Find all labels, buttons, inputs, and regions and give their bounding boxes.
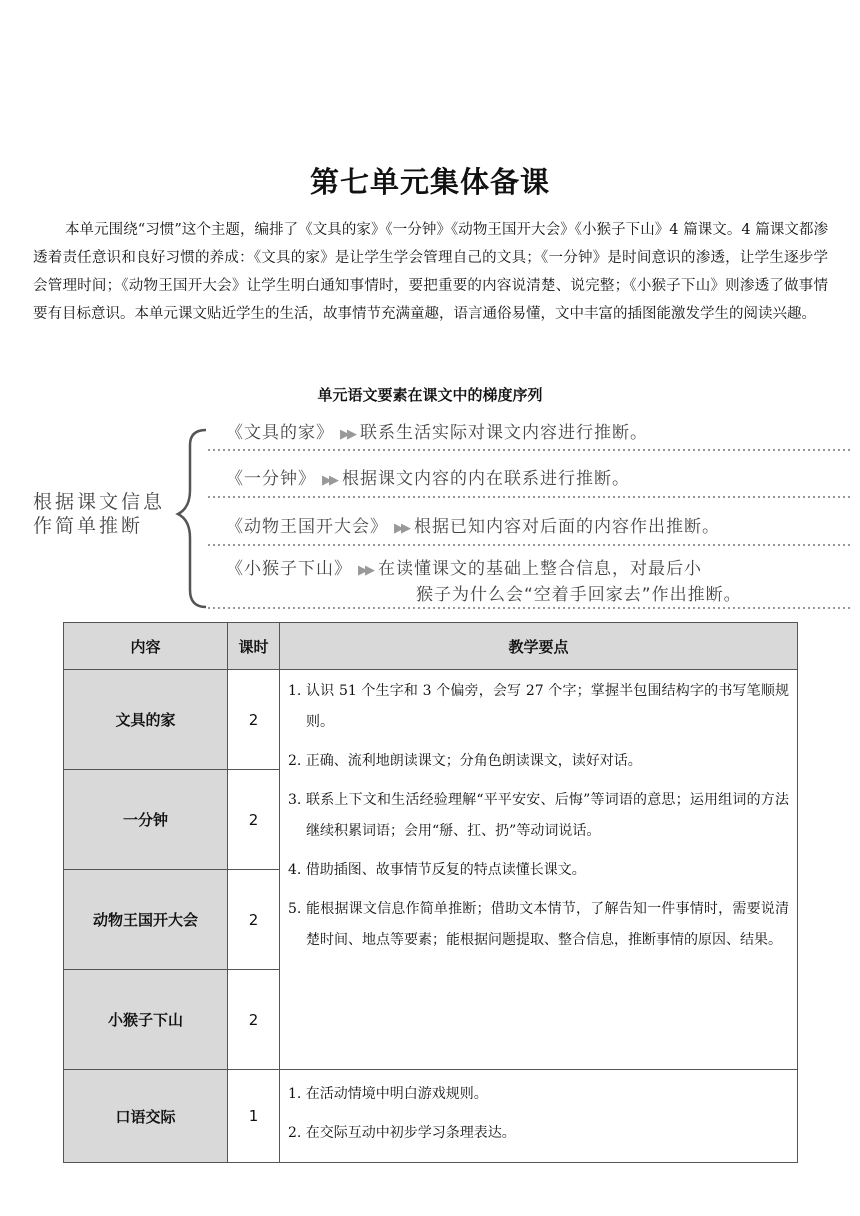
teaching-point: 3. 联系上下文和生活经验理解“平平安安、后悔”等词语的意思；运用组词的方法继续积累词语；会用“掰、扛、扔”等动词说话。 xyxy=(288,792,789,839)
teaching-points-list xyxy=(288,676,789,956)
diagram-left-label: 根据课文信息作简单推断 xyxy=(33,491,166,537)
lesson-hours: 2 xyxy=(228,770,280,870)
diagram-row-lesson: 《小猴子下山》 xyxy=(226,559,352,579)
teaching-point: 1. 在活动情境中明白游戏规则。 xyxy=(288,1086,488,1102)
double-arrow-icon: ▶▶ xyxy=(358,563,372,578)
lesson-name: 文具的家 xyxy=(64,670,228,770)
diagram-row-text: 根据课文内容的内在联系进行推断。 xyxy=(342,469,630,489)
teaching-points-cell xyxy=(280,670,798,1070)
page-title: 第七单元集体备课 xyxy=(309,165,550,199)
table-row xyxy=(64,1070,798,1163)
lesson-name: 一分钟 xyxy=(64,770,228,870)
diagram-row-text: 根据已知内容对后面的内容作出推断。 xyxy=(414,517,720,537)
lesson-hours: 1 xyxy=(228,1070,280,1163)
diagram-row xyxy=(226,557,856,607)
double-arrow-icon: ▶▶ xyxy=(322,473,336,488)
teaching-point: 1. 认识 51 个生字和 3 个偏旁，会写 27 个字；掌握半包围结构字的书写笔顺规则。 xyxy=(288,683,789,730)
header-hours: 课时 xyxy=(228,623,280,670)
teaching-points-list xyxy=(288,1079,789,1149)
lesson-name: 动物王国开大会 xyxy=(64,870,228,970)
intro-paragraph: 本单元围绕“习惯”这个主题，编排了《文具的家》《一分钟》《动物王国开大会》《小猴子下山》4 篇课文。4 篇课文都渗透着责任意识和良好习惯的养成：《文具的家》是让学生学会管理自己的文具；《一分钟》是时间意识的渗透，让学生逐步学会管理时间；《动物王国开大会》让学生明白通知事情时，要把重要的内容说清楚、说完整；《小猴子下山》则渗透了做事情要有目标意识。本单元课文贴近学生的生活，故事情节充满童趣，语言通俗易懂，文中丰富的插图能激发学生的阅读兴趣。 xyxy=(33,222,828,322)
teaching-points-cell xyxy=(280,1070,798,1163)
teaching-point: 2. 正确、流利地朗读课文；分角色朗读课文，读好对话。 xyxy=(288,753,642,769)
diagram-title: 单元语文要素在课文中的梯度序列 xyxy=(317,386,543,404)
diagram-row-text: 联系生活实际对课文内容进行推断。 xyxy=(360,423,648,443)
teaching-point: 2. 在交际互动中初步学习条理表达。 xyxy=(288,1125,516,1141)
brace-icon xyxy=(178,430,206,607)
lesson-hours: 2 xyxy=(228,870,280,970)
double-arrow-icon: ▶▶ xyxy=(394,521,408,536)
lesson-hours: 2 xyxy=(228,670,280,770)
diagram-row-text: 在读懂课文的基础上整合信息，对最后小 xyxy=(378,559,702,579)
diagram-row-text-continued: 猴子为什么会“空着手回家去”作出推断。 xyxy=(416,585,742,605)
lesson-hours: 2 xyxy=(228,970,280,1070)
diagram-row-lesson: 《文具的家》 xyxy=(226,423,334,443)
diagram-row xyxy=(226,418,856,443)
diagram-row-lesson: 《一分钟》 xyxy=(226,469,316,489)
header-content: 内容 xyxy=(64,623,228,670)
table-row xyxy=(64,670,798,770)
double-arrow-icon: ▶▶ xyxy=(340,427,354,442)
header-teaching-points: 教学要点 xyxy=(280,623,798,670)
teaching-point: 5. 能根据课文信息作简单推断；借助文本情节，了解告知一件事情时，需要说清楚时间、地点等要素；能根据问题提取、整合信息，推断事情的原因、结果。 xyxy=(288,901,789,948)
teaching-points-table xyxy=(63,622,798,1163)
table-header-row xyxy=(64,623,798,670)
diagram-row xyxy=(226,464,856,489)
diagram-row-lesson: 《动物王国开大会》 xyxy=(226,517,388,537)
lesson-name: 小猴子下山 xyxy=(64,970,228,1070)
teaching-point: 4. 借助插图、故事情节反复的特点读懂长课文。 xyxy=(288,862,586,878)
diagram-row xyxy=(226,512,856,537)
lesson-name: 口语交际 xyxy=(64,1070,228,1163)
